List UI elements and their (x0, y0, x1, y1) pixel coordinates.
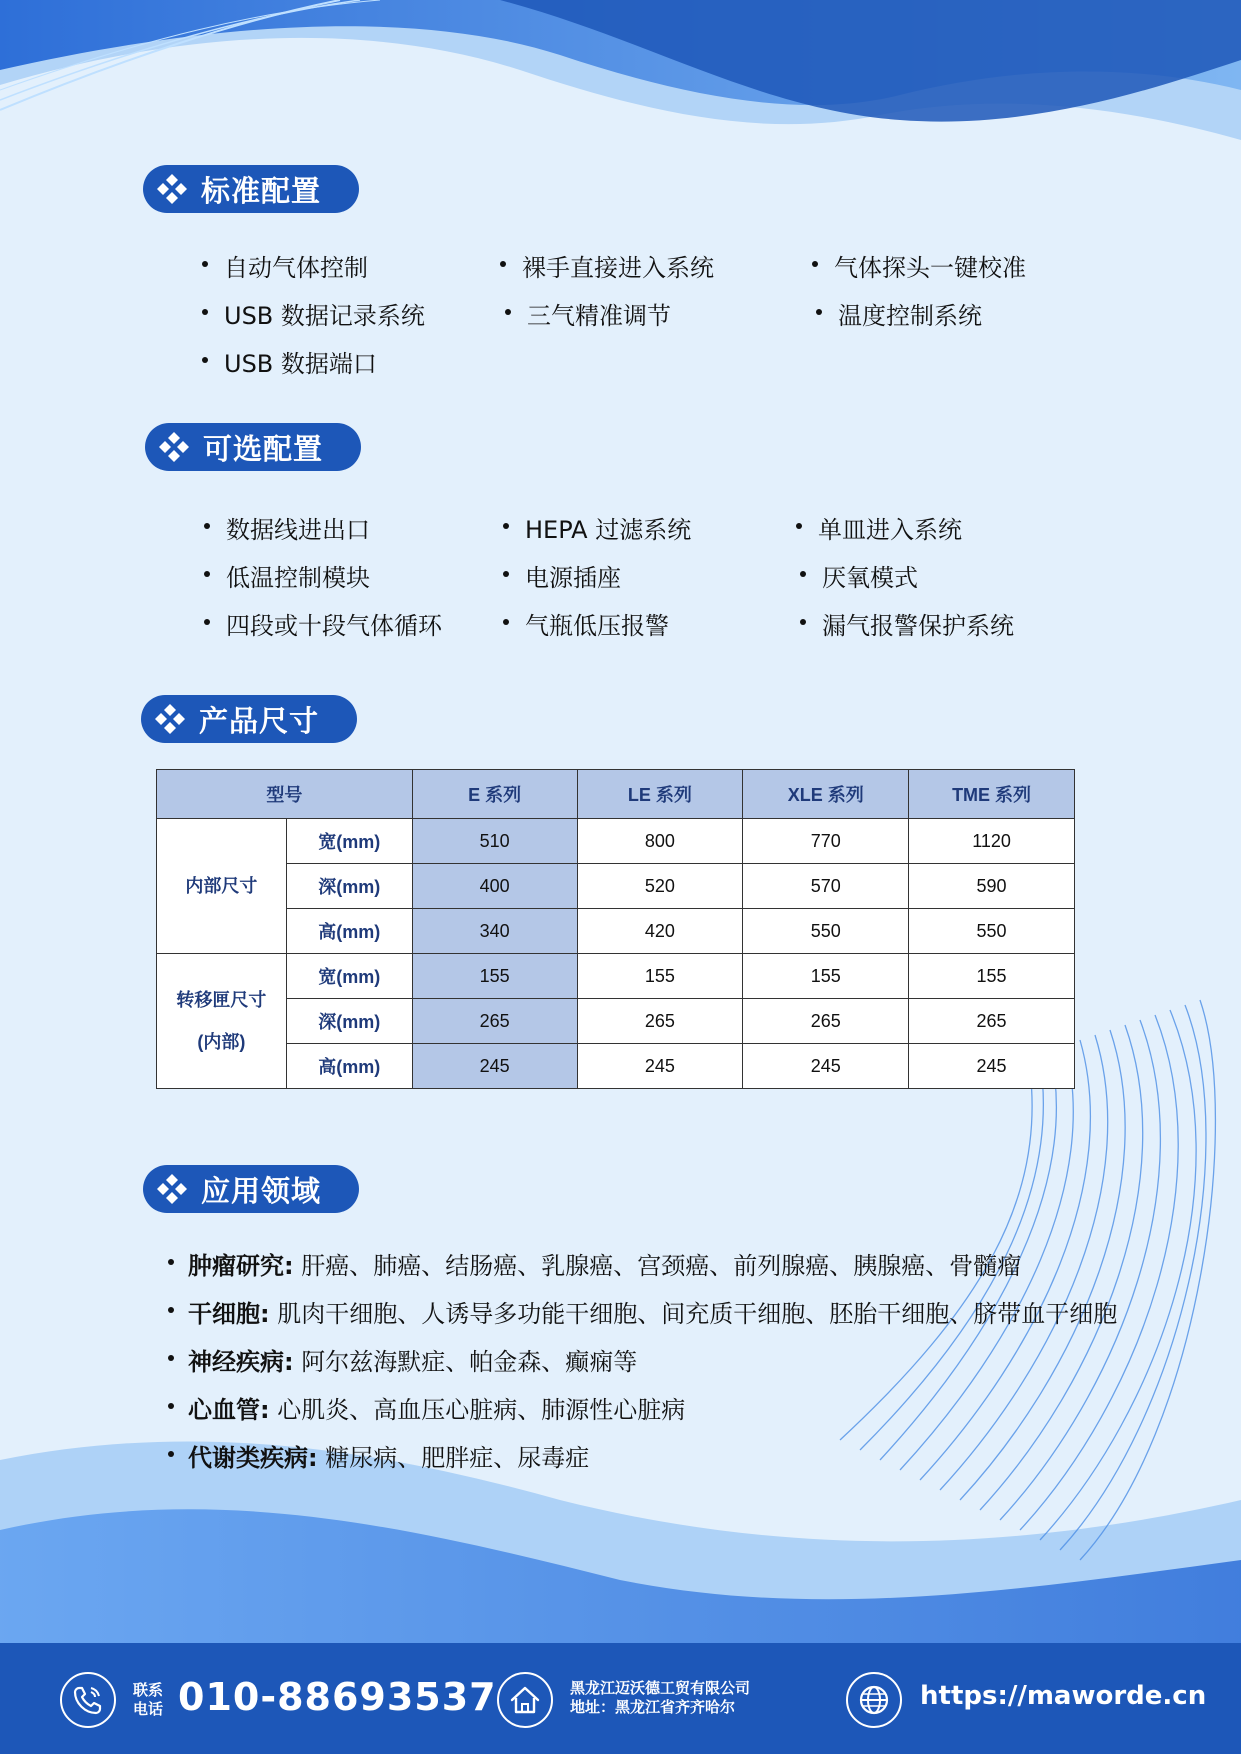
home-icon (497, 1672, 553, 1728)
list-item: 三气精准调节 (527, 296, 671, 331)
table-cell: 155 (909, 954, 1075, 999)
list-item (188, 1342, 637, 1377)
list-item: 气瓶低压报警 (525, 606, 669, 641)
application-text: 阿尔兹海默症、帕金森、癫痫等 (293, 1348, 638, 1376)
table-cell: 245 (909, 1044, 1075, 1089)
diamond-cluster-icon (155, 172, 189, 206)
list-item: 厌氧模式 (822, 558, 918, 593)
header-cell: XLE 系列 (743, 770, 909, 819)
application-text: 心肌炎、高血压心脏病、肺源性心脏病 (269, 1396, 686, 1424)
contact-label-line-1: 联系 (133, 1681, 164, 1699)
table-cell: 590 (909, 864, 1075, 909)
list-item: USB 数据端口 (224, 344, 377, 379)
group-label-internal: 内部尺寸 (157, 819, 287, 954)
application-label: 肿瘤研究: (188, 1252, 294, 1280)
list-item: 漏气报警保护系统 (822, 606, 1014, 641)
dimension-label: 深(mm) (286, 999, 412, 1044)
company-address: 地址：黑龙江省齐齐哈尔 (570, 1698, 736, 1716)
section-title: 可选配置 (203, 431, 324, 466)
table-row (157, 1044, 1075, 1089)
phone-number: 010-88693537 (178, 1675, 497, 1719)
list-item: 温度控制系统 (838, 296, 982, 331)
application-text: 肝癌、肺癌、结肠癌、乳腺癌、宫颈癌、前列腺癌、胰腺癌、骨髓瘤 (293, 1252, 1022, 1280)
application-label: 代谢类疾病: (188, 1444, 318, 1472)
table-row (157, 999, 1075, 1044)
table-cell: 340 (412, 909, 577, 954)
application-label: 心血管: (188, 1396, 270, 1424)
header-cell: TME 系列 (909, 770, 1075, 819)
footer (0, 1643, 1241, 1754)
section-header-application (143, 1165, 359, 1213)
table-cell: 550 (743, 909, 909, 954)
table-cell: 265 (577, 999, 743, 1044)
table-row (157, 909, 1075, 954)
list-item: USB 数据记录系统 (224, 296, 425, 331)
section-title: 标准配置 (201, 173, 322, 208)
table-cell: 155 (743, 954, 909, 999)
table-cell: 570 (743, 864, 909, 909)
list-item: 自动气体控制 (224, 248, 368, 283)
list-item: 单皿进入系统 (818, 510, 962, 545)
header-cell: E 系列 (412, 770, 577, 819)
section-header-optional (145, 423, 361, 471)
application-text: 糖尿病、肥胖症、尿毒症 (317, 1444, 590, 1472)
table-cell: 550 (909, 909, 1075, 954)
company-name: 黑龙江迈沃德工贸有限公司 (570, 1679, 751, 1697)
table-cell: 420 (577, 909, 743, 954)
list-item (188, 1294, 1117, 1329)
list-item: 四段或十段气体循环 (226, 606, 442, 641)
dimension-label: 深(mm) (286, 864, 412, 909)
application-label: 神经疾病: (188, 1348, 294, 1376)
table-cell: 400 (412, 864, 577, 909)
list-item: 裸手直接进入系统 (522, 248, 714, 283)
table-header-row (157, 770, 1075, 819)
section-header-standard (143, 165, 359, 213)
table-cell: 265 (743, 999, 909, 1044)
contact-label-line-2: 电话 (133, 1700, 164, 1718)
header-model: 型号 (157, 770, 413, 819)
group-label-line-1: 转移匣尺寸 (176, 990, 267, 1010)
section-title: 产品尺寸 (199, 703, 320, 738)
diamond-cluster-icon (157, 430, 191, 464)
diamond-cluster-icon (153, 702, 187, 736)
group-label-line-2: (内部) (197, 1032, 246, 1052)
group-label-transfer (157, 954, 287, 1089)
list-item (188, 1246, 1021, 1281)
table-row (157, 954, 1075, 999)
table-cell: 245 (412, 1044, 577, 1089)
contact-label (133, 1681, 163, 1719)
diamond-cluster-icon (155, 1172, 189, 1206)
section-header-size (141, 695, 357, 743)
table-cell: 245 (577, 1044, 743, 1089)
header-cell: LE 系列 (577, 770, 743, 819)
table-row (157, 819, 1075, 864)
phone-icon (60, 1672, 116, 1728)
company-info (570, 1679, 750, 1717)
table-cell: 800 (577, 819, 743, 864)
product-size-table (156, 769, 1075, 1089)
table-cell: 155 (412, 954, 577, 999)
table-cell: 510 (412, 819, 577, 864)
list-item (188, 1390, 685, 1425)
table-cell: 265 (412, 999, 577, 1044)
application-label: 干细胞: (188, 1300, 270, 1328)
table-cell: 155 (577, 954, 743, 999)
table-row (157, 864, 1075, 909)
list-item: 气体探头一键校准 (834, 248, 1026, 283)
list-item: 电源插座 (525, 558, 621, 593)
list-item: 低温控制模块 (226, 558, 370, 593)
table-cell: 1120 (909, 819, 1075, 864)
section-title: 应用领域 (201, 1173, 322, 1208)
list-item: 数据线进出口 (226, 510, 370, 545)
website-link[interactable]: https://maworde.cn (920, 1681, 1207, 1711)
dimension-label: 高(mm) (286, 909, 412, 954)
table-cell: 770 (743, 819, 909, 864)
application-text: 肌肉干细胞、人诱导多功能干细胞、间充质干细胞、胚胎干细胞、脐带血干细胞 (269, 1300, 1118, 1328)
table-cell: 265 (909, 999, 1075, 1044)
table-cell: 245 (743, 1044, 909, 1089)
dimension-label: 宽(mm) (286, 954, 412, 999)
dimension-label: 宽(mm) (286, 819, 412, 864)
list-item (188, 1438, 589, 1473)
globe-icon (846, 1672, 902, 1728)
table-cell: 520 (577, 864, 743, 909)
dimension-label: 高(mm) (286, 1044, 412, 1089)
list-item: HEPA 过滤系统 (525, 510, 691, 545)
